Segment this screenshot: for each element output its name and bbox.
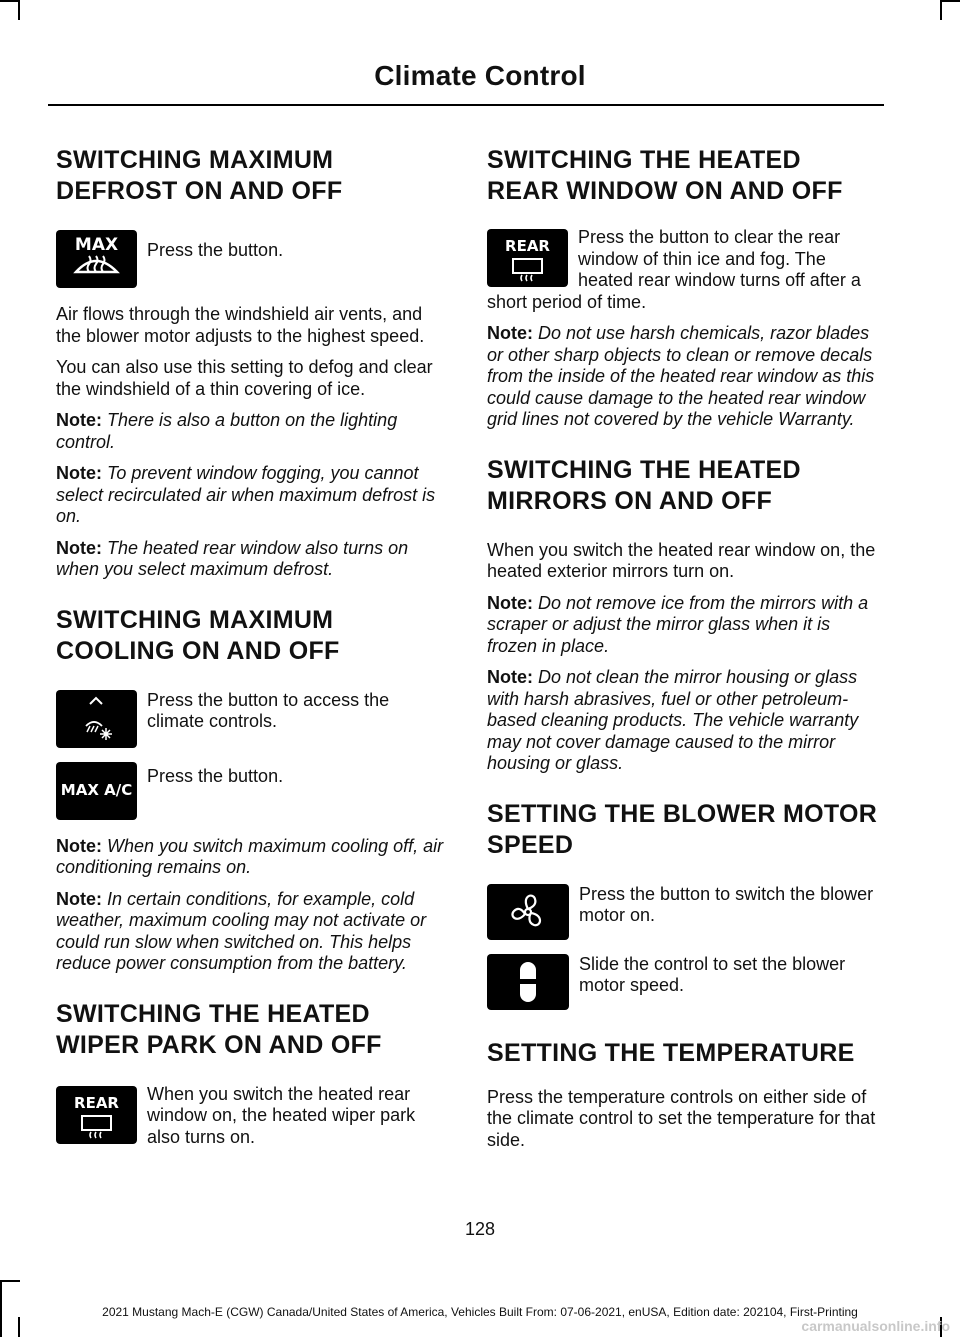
- section-blower: [487, 799, 880, 1014]
- section-max-defrost: [56, 145, 449, 581]
- icon-row: [56, 690, 449, 752]
- footer-text: 2021 Mustang Mach-E (CGW) Canada/United States of America, Vehicles Built From: 07-06-2021, enUSA, Edition date: 202104, First-Printing: [102, 1305, 858, 1319]
- rear-defrost-icon: REAR: [487, 229, 568, 287]
- watermark: carmanualsonline.info: [801, 1318, 950, 1334]
- crop-mark: [18, 0, 20, 20]
- body-text: Press the temperature controls on either side of the climate control to set the temperature for that side.: [487, 1086, 876, 1150]
- section-heading: SETTING THE TEMPERATURE: [487, 1038, 855, 1067]
- crop-mark: [0, 0, 20, 2]
- section-max-cooling: [56, 605, 449, 975]
- icon-row: [487, 954, 880, 1014]
- note: Note: Do not use harsh chemicals, razor blades or other sharp objects to clean or remove decals from the inside of the heated rear window as this could cause damage to the heated rear window grid lines not covered by the vehicle Warranty.: [487, 323, 875, 429]
- crop-mark: [940, 0, 960, 2]
- section-heated-mirrors: [487, 455, 880, 775]
- icon-row: [487, 884, 880, 944]
- icon-row: [56, 762, 449, 824]
- note: Note: Do not remove ice from the mirrors with a scraper or adjust the mirror glass when it is frozen in place.: [487, 592, 869, 656]
- body-text: You can also use this setting to defog and clear the windshield of a thin covering of ice.: [56, 357, 433, 399]
- page-number: 128: [464, 1219, 496, 1239]
- body-text: Air flows through the windshield air vents, and the blower motor adjusts to the highest speed.: [56, 304, 425, 346]
- fan-icon: [487, 884, 569, 940]
- crop-mark: [18, 1317, 20, 1337]
- crop-mark: [0, 1280, 20, 1282]
- note: Note: When you switch maximum cooling off, air conditioning remains on.: [56, 835, 444, 877]
- instruction-text: Press the button to access the climate controls.: [147, 689, 390, 731]
- note: Note: The heated rear window also turns on when you select maximum defrost.: [56, 537, 409, 579]
- windshield-heat-icon: [56, 230, 137, 288]
- section-heated-rear-window: [487, 145, 880, 431]
- section-heading: SWITCHING MAXIMUM DEFROST ON AND OFF: [56, 146, 343, 205]
- section-heading: SWITCHING THE HEATED REAR WINDOW ON AND OFF: [487, 146, 843, 205]
- page-title: Climate Control: [374, 60, 586, 91]
- max-ac-icon: MAX A/C: [56, 762, 137, 820]
- section-heading: SWITCHING THE HEATED WIPER PARK ON AND OFF: [56, 999, 382, 1059]
- section-temperature: [487, 1038, 880, 1152]
- right-column: [487, 145, 880, 1175]
- instruction-text: Press the button.: [147, 765, 284, 786]
- body-text: When you switch the heated rear window on, the heated exterior mirrors turn on.: [487, 539, 876, 581]
- note: Note: To prevent window fogging, you cannot select recirculated air when maximum defrost is on.: [56, 463, 436, 526]
- note: Note: Do not clean the mirror housing or glass with harsh abrasives, fuel or other petroleum-based cleaning products. The vehicle warranty may not cover damage caused to the mirror housing or glass.: [487, 667, 859, 773]
- instruction-text: Press the button.: [147, 240, 284, 260]
- left-column: [56, 145, 449, 1172]
- icon-row: [56, 230, 449, 292]
- note: Note: There is also a button on the lighting control.: [56, 410, 398, 452]
- section-heading: SETTING THE BLOWER MOTOR SPEED: [487, 799, 878, 859]
- section-heading: SWITCHING THE HEATED MIRRORS ON AND OFF: [487, 455, 801, 515]
- section-heated-wiper: [56, 999, 449, 1149]
- header-divider: [48, 104, 884, 106]
- icon-row: [487, 227, 880, 313]
- max-defrost-icon: MAX: [56, 230, 137, 288]
- instruction-text: Slide the control to set the blower motor speed.: [579, 953, 846, 995]
- section-heading: SWITCHING MAXIMUM COOLING ON AND OFF: [56, 605, 340, 665]
- instruction-text: Press the button to clear the rear window of thin ice and fog. The heated rear window turns off after a short period of time.: [487, 227, 861, 312]
- instruction-text: Press the button to switch the blower motor on.: [579, 883, 874, 925]
- note: Note: In certain conditions, for example, cold weather, maximum cooling may not activate or could run slow when switched on. This helps reduce power consumption from the battery.: [56, 888, 427, 973]
- fan-slider-icon: [487, 954, 569, 1010]
- climate-controls-icon: [56, 690, 137, 748]
- crop-mark: [940, 0, 942, 20]
- icon-row: [56, 1084, 449, 1149]
- rear-defrost-icon: REAR: [56, 1086, 137, 1144]
- instruction-text: When you switch the heated rear window on, the heated wiper park also turns on.: [147, 1083, 416, 1147]
